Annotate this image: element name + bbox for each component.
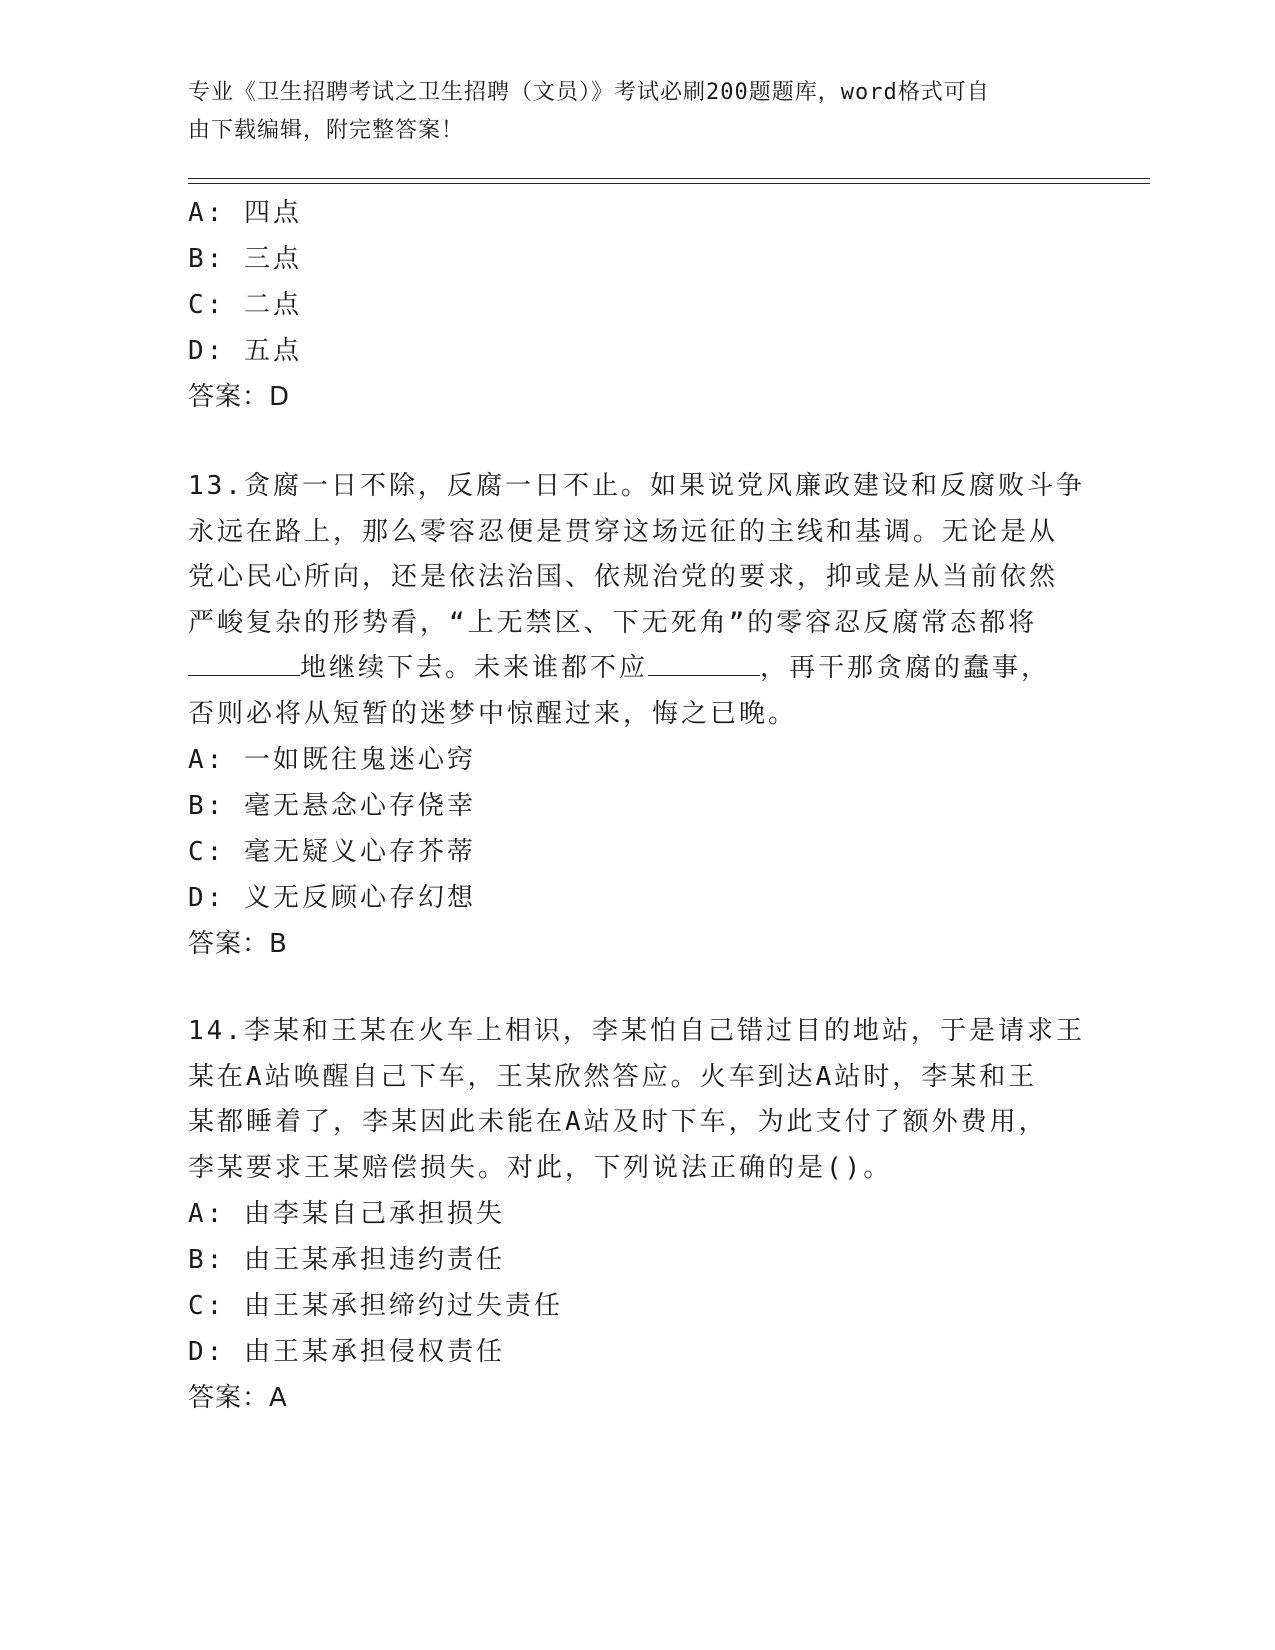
question-stem-line: 某都睡着了，李某因此未能在A站及时下车，为此支付了额外费用， (188, 1107, 1048, 1137)
question-12 (188, 190, 1088, 420)
option-a: A: 四点 (188, 198, 302, 228)
option-b: B: 三点 (188, 244, 302, 274)
header-divider-top (188, 178, 1150, 179)
question-stem-line: 永远在路上，那么零容忍便是贯穿这场远征的主线和基调。无论是从 (188, 516, 1059, 547)
question-stem-line: 严峻复杂的形势看，“上无禁区、下无死角”的零容忍反腐常态都将 (188, 607, 1038, 638)
question-stem-line: 14.李某和王某在火车上相识，李某怕自己错过目的地站，于是请求王 (188, 1016, 1085, 1046)
option-b: B: 由王某承担违约责任 (188, 1245, 505, 1275)
fill-blank (188, 647, 300, 676)
question-stem-line: 党心民心所向，还是依法治国、依规治党的要求，抑或是从当前依然 (188, 562, 1059, 592)
header-divider-bottom (188, 183, 1150, 184)
question-stem-line (188, 646, 1088, 692)
document-header (188, 74, 1068, 150)
answer-line: 答案：A (188, 1383, 288, 1413)
option-a: A: 由李某自己承担损失 (188, 1199, 505, 1229)
answer-line: 答案：D (188, 382, 291, 412)
option-d: D: 五点 (188, 336, 302, 366)
document-body (188, 190, 1088, 1421)
spacer (188, 967, 1088, 1009)
header-line-2: 由下载编辑，附完整答案！ (188, 118, 465, 143)
answer-line: 答案：B (188, 929, 288, 959)
question-stem-line: 李某要求王某赔偿损失。对此，下列说法正确的是()。 (188, 1152, 893, 1183)
option-c: C: 毫无疑义心存芥蒂 (188, 837, 476, 867)
option-d: D: 由王某承担侵权责任 (188, 1337, 505, 1367)
spacer (188, 420, 1088, 464)
header-line-1: 专业《卫生招聘考试之卫生招聘（文员）》考试必刷200题题库，word格式可自 (188, 80, 990, 105)
question-stem-line: 否则必将从短暂的迷梦中惊醒过来，悔之已晚。 (188, 698, 798, 729)
option-a: A: 一如既往鬼迷心窍 (188, 745, 476, 775)
question-stem-line: 某在A站唤醒自己下车，王某欣然答应。火车到达A站时，李某和王 (188, 1061, 1038, 1092)
stem-text: 地继续下去。未来谁都不应 (300, 653, 649, 683)
option-d: D: 义无反顾心存幻想 (188, 883, 476, 913)
option-c: C: 二点 (188, 290, 302, 320)
question-14 (188, 1009, 1088, 1421)
stem-text: ，再干那贪腐的蠢事， (760, 653, 1051, 683)
option-b: B: 毫无悬念心存侥幸 (188, 791, 476, 821)
option-c: C: 由王某承担缔约过失责任 (188, 1291, 563, 1321)
question-stem-line: 13.贪腐一日不除，反腐一日不止。如果说党风廉政建设和反腐败斗争 (188, 471, 1085, 501)
question-13 (188, 464, 1088, 967)
fill-blank (648, 647, 760, 676)
